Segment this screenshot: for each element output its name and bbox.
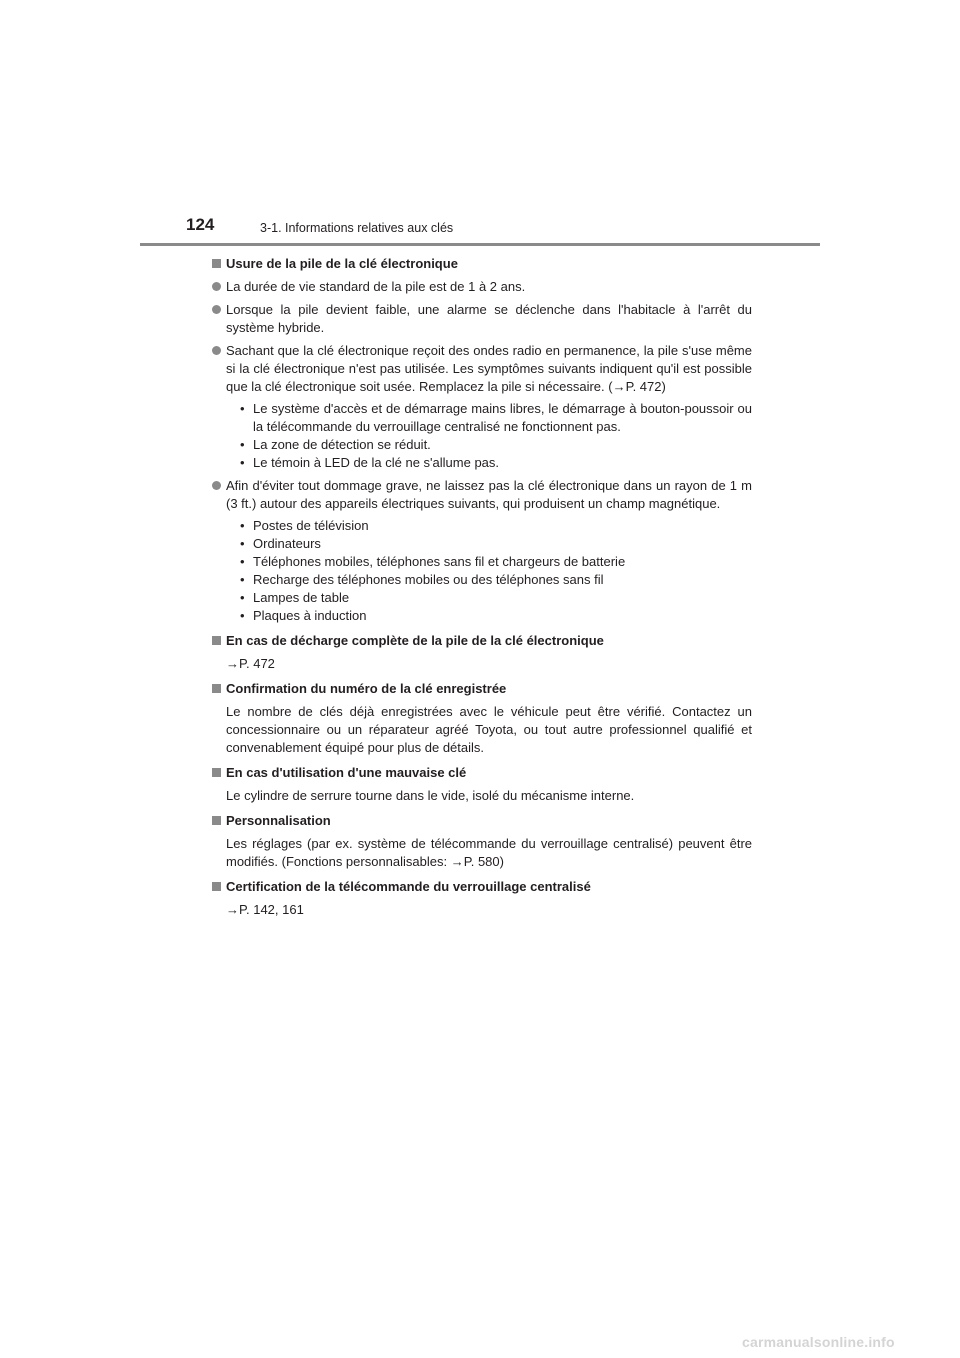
bullet-text: Sachant que la clé électronique reçoit des ondes radio en permanence, la pile s'use même si la clé électronique n'est pas utilisée. Les symptômes suivants indiquent qu'il est possible que la clé électronique soit usée. Remplacez la pile si nécessaire. (→P. 472): [226, 343, 752, 394]
page-content: [212, 255, 752, 926]
section-battery-wear: [212, 255, 752, 625]
list-item: [212, 301, 752, 337]
square-bullet-icon: [212, 816, 221, 825]
section-battery-discharge: [212, 632, 752, 673]
page-number: 124: [186, 215, 215, 234]
bullet-text: Lorsque la pile devient faible, une alarme se déclenche dans l'habitacle à l'arrêt du système hybride.: [226, 302, 752, 335]
section-heading: [212, 632, 752, 650]
sub-list-item: • Postes de télévision: [240, 517, 752, 535]
bullet-text: La durée de vie standard de la pile est de 1 à 2 ans.: [226, 279, 526, 294]
sub-list-item: • Recharge des téléphones mobiles ou des téléphones sans fil: [240, 571, 752, 589]
section-certification: [212, 878, 752, 919]
square-bullet-icon: [212, 684, 221, 693]
square-bullet-icon: [212, 636, 221, 645]
section-heading: [212, 680, 752, 698]
sub-list-item: • Ordinateurs: [240, 535, 752, 553]
sub-list-item: • Le témoin à LED de la clé ne s'allume pas.: [240, 454, 752, 472]
section-heading: [212, 764, 752, 782]
heading-text: Usure de la pile de la clé électronique: [226, 256, 458, 271]
section-heading: [212, 255, 752, 273]
square-bullet-icon: [212, 882, 221, 891]
heading-text: Confirmation du numéro de la clé enregistrée: [226, 681, 507, 696]
section-key-number: [212, 680, 752, 757]
page-reference: →P. 142, 161: [226, 902, 304, 917]
circle-bullet-icon: [212, 282, 221, 291]
section-wrong-key: [212, 764, 752, 805]
list-item: [212, 342, 752, 472]
heading-text: En cas d'utilisation d'une mauvaise clé: [226, 765, 467, 780]
square-bullet-icon: [212, 259, 221, 268]
sub-list: [240, 400, 752, 472]
section-heading: [212, 812, 752, 830]
list-item: [212, 477, 752, 625]
sub-list-item: • Plaques à induction: [240, 607, 752, 625]
sub-list-item: • Lampes de table: [240, 589, 752, 607]
paragraph: Les réglages (par ex. système de télécommande du verrouillage centralisé) peuvent être modifiés. (Fonctions personnalisables: →P. 580): [226, 836, 752, 869]
sub-list-item: • La zone de détection se réduit.: [240, 436, 752, 454]
section-customization: [212, 812, 752, 871]
circle-bullet-icon: [212, 305, 221, 314]
heading-text: En cas de décharge complète de la pile de la clé électronique: [226, 633, 604, 648]
circle-bullet-icon: [212, 346, 221, 355]
header-rule: [140, 243, 820, 246]
heading-text: Personnalisation: [226, 813, 331, 828]
square-bullet-icon: [212, 768, 221, 777]
watermark: carmanualsonline.info: [742, 1334, 895, 1350]
paragraph: Le cylindre de serrure tourne dans le vide, isolé du mécanisme interne.: [226, 788, 635, 803]
paragraph: Le nombre de clés déjà enregistrées avec le véhicule peut être vérifié. Contactez un concessionnaire ou un réparateur agréé Toyota, ou tout autre professionnel qualifié et convenablement équipé pour plus de détails.: [226, 704, 752, 755]
list-item: [212, 278, 752, 296]
page-reference: →P. 472: [226, 656, 275, 671]
sub-list: [240, 517, 752, 625]
sub-list-item: • Le système d'accès et de démarrage mains libres, le démarrage à bouton-poussoir ou la télécommande du verrouillage centralisé ne fonctionnent pas.: [240, 400, 752, 436]
section-heading: [212, 878, 752, 896]
heading-text: Certification de la télécommande du verrouillage centralisé: [226, 879, 591, 894]
section-title: 3-1. Informations relatives aux clés: [260, 221, 454, 235]
sub-list-item: • Téléphones mobiles, téléphones sans fil et chargeurs de batterie: [240, 553, 752, 571]
bullet-text: Afin d'éviter tout dommage grave, ne laissez pas la clé électronique dans un rayon de 1 m (3 ft.) autour des appareils électriques suivants, qui produisent un champ magnétique.: [226, 478, 752, 511]
circle-bullet-icon: [212, 481, 221, 490]
